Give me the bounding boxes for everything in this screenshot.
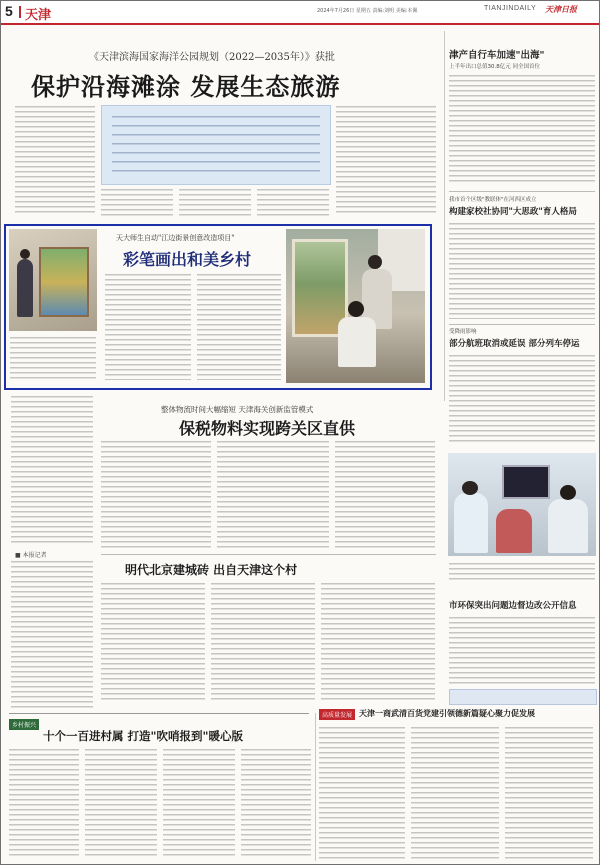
brick-body-col3 (321, 581, 435, 701)
photo-story-body-left (10, 335, 96, 381)
page-header (1, 1, 599, 25)
paper-name: TIANJINDAILY (484, 5, 537, 12)
info-box-text (112, 112, 320, 178)
date-line: 2024年7月26日 星期五 责编:刘明 美编:本佩 (317, 8, 418, 14)
right-story1-headline: 津产自行车加速"出海" (449, 50, 545, 61)
right-story3-headline: 部分航班取消或延误 部分列车停运 (449, 339, 580, 349)
lead-body-col4 (336, 104, 436, 216)
logistics-kicker: 整体物流时间大幅缩短 天津海关创新监管模式 (161, 405, 314, 414)
brick-body-col2 (211, 581, 315, 701)
bottom-right-col2 (411, 725, 499, 859)
right-story2-body (449, 221, 595, 319)
village-tag: 乡村振兴 (9, 719, 39, 730)
village-body-col2 (85, 747, 157, 857)
village-body-col3 (163, 747, 235, 857)
logistics-headline: 保税物料实现跨关区直供 (179, 419, 356, 438)
column-divider (444, 31, 445, 401)
lead-body-col2 (101, 187, 173, 216)
left-col-byline: ■ 本报记者 (15, 552, 47, 559)
lead-body-col3a (179, 187, 251, 216)
logistics-body-col3 (335, 439, 435, 549)
page-number: 5 (5, 3, 13, 19)
bottom-right-tag: 高质量发展 (319, 709, 355, 720)
right-story1-body (449, 73, 595, 185)
lead-headline: 保护沿海滩涂 发展生态旅游 (31, 73, 341, 101)
village-body-col4 (241, 747, 311, 857)
photo-story-headline: 彩笔画出和美乡村 (123, 250, 252, 269)
photo-story-body-col1 (105, 272, 191, 380)
right-story2-kicker: 我市首个区级"教联体"在河西区成立 (449, 197, 537, 203)
section-rule (101, 554, 436, 555)
bottom-right-headline: 天津一商武清百货党建引领德新篇疑心聚力促发展 (359, 709, 535, 718)
right-rule-2 (449, 324, 595, 325)
lead-info-box (101, 105, 331, 185)
right-story4-headline: 市环保突出问题边督边改公开信息 (449, 601, 577, 611)
bottom-right-col3 (505, 725, 593, 859)
section-name: 天津 (25, 4, 51, 23)
bottom-right-col1 (319, 725, 405, 859)
photo-clinic (448, 453, 596, 556)
right-rule-1 (449, 191, 595, 192)
lead-body-col3b (257, 187, 329, 216)
lead-kicker: 《天津滨海国家海洋公园规划（2022—2035年）》获批 (89, 52, 335, 63)
right-story3-kicker: 受降雨影响 (449, 329, 477, 335)
photo-story-kicker: 天大师生自动"江边街景创意改造项目" (116, 234, 235, 242)
bottom-divider (315, 713, 316, 861)
village-headline: 十个一百进村属 打造"吹哨报到"暖心版 (43, 729, 243, 743)
left-col-text (11, 394, 93, 544)
logistics-body-col2 (217, 439, 329, 549)
village-body-col1 (9, 747, 79, 857)
photo-painting-wall (286, 229, 425, 383)
paper-logo: 天津日报 (545, 4, 577, 14)
right-story4-body (449, 615, 595, 685)
photo-story-body-col2 (197, 272, 281, 380)
right-story2-headline: 构建家校社协同"大思政"育人格局 (449, 207, 577, 217)
brick-body-col1 (101, 581, 205, 701)
village-rule (9, 713, 309, 714)
logistics-body-col1 (101, 439, 211, 549)
right-story3-body (449, 353, 595, 445)
photo-mural-left (9, 229, 97, 331)
right-notice-box (449, 689, 597, 705)
brick-headline: 明代北京建城砖 出自天津这个村 (125, 563, 298, 577)
photo-clinic-caption (449, 561, 595, 583)
right-story1-sub: 上半年出口总值30.8亿元 同全国首位 (449, 64, 540, 70)
left-col-text-2 (11, 559, 93, 709)
lead-body-col1 (15, 104, 95, 216)
